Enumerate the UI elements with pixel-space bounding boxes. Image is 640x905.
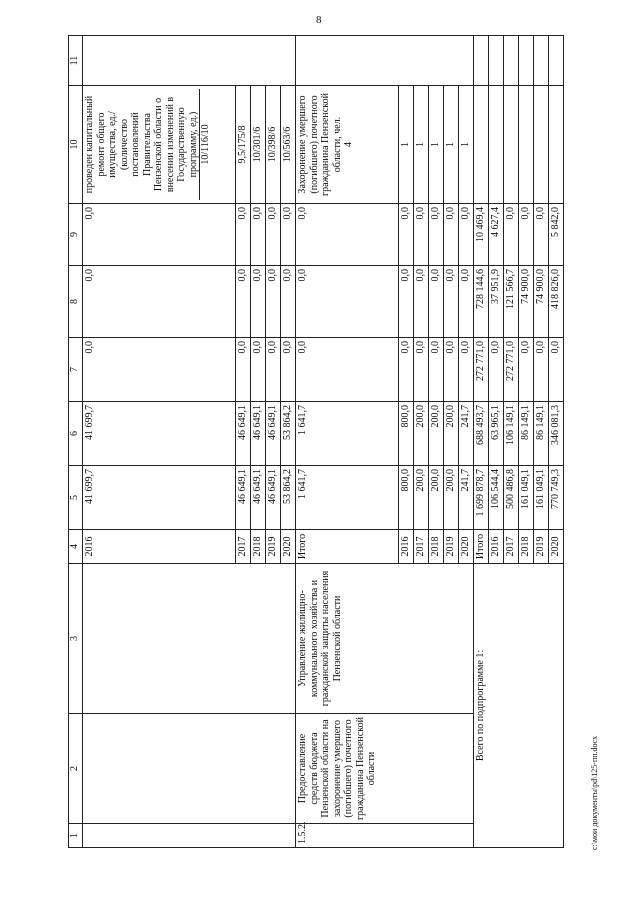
value-cell: 0,0 bbox=[429, 266, 444, 338]
value-cell: 200,0 bbox=[414, 466, 429, 530]
year-cell: 2018 bbox=[519, 530, 534, 564]
indicator-value: 10/116/10 bbox=[199, 89, 212, 200]
indicator-value: 4 bbox=[343, 142, 354, 147]
value-cell: 0,0 bbox=[519, 204, 534, 266]
table-row bbox=[474, 36, 489, 848]
value-cell: 0,0 bbox=[266, 204, 281, 266]
value-cell: 46 649,1 bbox=[266, 402, 281, 466]
column-number: 7 bbox=[69, 338, 83, 402]
value-cell: 200,0 bbox=[429, 466, 444, 530]
value-cell: 0,0 bbox=[83, 338, 236, 402]
year-cell: 2019 bbox=[534, 530, 549, 564]
indicator-value: 1 bbox=[399, 86, 414, 204]
value-cell: 106 544,4 bbox=[489, 466, 504, 530]
year-cell: 2020 bbox=[459, 530, 474, 564]
value-cell: 74 900,0 bbox=[519, 266, 534, 338]
indicator-text: Захоронение умершего (погибшего) почетного гражданина Пензенской области, чел. bbox=[297, 93, 343, 196]
value-cell: 418 826,0 bbox=[549, 266, 564, 338]
value-cell: 241,7 bbox=[459, 402, 474, 466]
value-cell: 800,0 bbox=[399, 466, 414, 530]
value-cell: 0,0 bbox=[399, 204, 414, 266]
empty-cell bbox=[296, 36, 474, 86]
empty-cell bbox=[504, 86, 519, 204]
rotated-table-area bbox=[68, 36, 561, 848]
value-cell: 688 493,7 bbox=[474, 402, 489, 466]
value-cell: 0,0 bbox=[399, 266, 414, 338]
value-cell: 272 771,0 bbox=[504, 338, 519, 402]
value-cell: 0,0 bbox=[266, 266, 281, 338]
empty-cell bbox=[534, 86, 549, 204]
value-cell: 0,0 bbox=[444, 338, 459, 402]
column-number-row bbox=[69, 36, 83, 848]
year-cell: 2017 bbox=[504, 530, 519, 564]
value-cell: 0,0 bbox=[281, 266, 296, 338]
value-cell: 0,0 bbox=[459, 338, 474, 402]
year-cell: 2018 bbox=[251, 530, 266, 564]
value-cell: 500 486,8 bbox=[504, 466, 519, 530]
value-cell: 728 144,6 bbox=[474, 266, 489, 338]
value-cell: 0,0 bbox=[429, 338, 444, 402]
empty-cell bbox=[504, 36, 519, 86]
indicator-cell bbox=[83, 86, 236, 204]
value-cell: 200,0 bbox=[444, 402, 459, 466]
value-cell: 86 149,1 bbox=[534, 402, 549, 466]
total-label: Всего по подпрограмме 1: bbox=[474, 564, 564, 848]
year-cell: 2016 bbox=[399, 530, 414, 564]
year-cell: 2017 bbox=[414, 530, 429, 564]
column-number: 8 bbox=[69, 266, 83, 338]
year-cell: 2019 bbox=[444, 530, 459, 564]
value-cell: 0,0 bbox=[251, 266, 266, 338]
indicator-value: 1 bbox=[459, 86, 474, 204]
indicator-text: проведен капитальный ремонт общего имущества, ед./ (количество постановлений Правительства Пензенской области о внесении изменений в Государственную программу, ед.) bbox=[84, 95, 199, 194]
value-cell: 0,0 bbox=[281, 338, 296, 402]
year-cell: 2019 bbox=[266, 530, 281, 564]
value-cell: 46 649,1 bbox=[251, 402, 266, 466]
empty-cell bbox=[83, 564, 296, 714]
empty-cell bbox=[519, 36, 534, 86]
value-cell: 121 566,7 bbox=[504, 266, 519, 338]
value-cell: 0,0 bbox=[489, 338, 504, 402]
value-cell: 770 749,3 bbox=[549, 466, 564, 530]
value-cell: 0,0 bbox=[83, 204, 236, 266]
value-cell: 86 149,1 bbox=[519, 402, 534, 466]
column-number: 9 bbox=[69, 204, 83, 266]
value-cell: 0,0 bbox=[534, 338, 549, 402]
value-cell: 53 864,2 bbox=[281, 402, 296, 466]
value-cell: 0,0 bbox=[504, 204, 519, 266]
indicator-value: 1 bbox=[444, 86, 459, 204]
page-number: 8 bbox=[316, 14, 322, 26]
value-cell: 1 641,7 bbox=[296, 466, 399, 530]
value-cell: 0,0 bbox=[236, 338, 251, 402]
value-cell: 0,0 bbox=[459, 204, 474, 266]
value-cell: 37 951,9 bbox=[489, 266, 504, 338]
column-number: 4 bbox=[69, 530, 83, 564]
empty-cell bbox=[83, 824, 296, 848]
value-cell: 0,0 bbox=[459, 266, 474, 338]
indicator-value: 1 bbox=[414, 86, 429, 204]
table-row bbox=[296, 36, 399, 848]
value-cell: 0,0 bbox=[296, 204, 399, 266]
column-number: 10 bbox=[69, 86, 83, 204]
value-cell: 63 965,1 bbox=[489, 402, 504, 466]
value-cell: 272 771,0 bbox=[474, 338, 489, 402]
value-cell: 0,0 bbox=[549, 338, 564, 402]
value-cell: 5 842,0 bbox=[549, 204, 564, 266]
empty-cell bbox=[474, 86, 489, 204]
value-cell: 0,0 bbox=[444, 204, 459, 266]
value-cell: 1 641,7 bbox=[296, 402, 399, 466]
column-number: 3 bbox=[69, 564, 83, 714]
column-number: 2 bbox=[69, 714, 83, 824]
value-cell: 0,0 bbox=[414, 266, 429, 338]
value-cell: 0,0 bbox=[251, 338, 266, 402]
column-number: 1 bbox=[69, 824, 83, 848]
item-executor: Управление жилищно-коммунального хозяйства и гражданской защиты населения Пензенской области bbox=[296, 564, 474, 714]
empty-cell bbox=[83, 36, 296, 86]
item-number: 1.5.2. bbox=[296, 824, 474, 848]
table-row bbox=[83, 36, 236, 848]
empty-cell bbox=[489, 36, 504, 86]
indicator-value: 10/563/6 bbox=[281, 86, 296, 204]
program-table bbox=[68, 35, 564, 848]
value-cell: 4 627,4 bbox=[489, 204, 504, 266]
value-cell: 346 081,3 bbox=[549, 402, 564, 466]
value-cell: 10 469,4 bbox=[474, 204, 489, 266]
column-number: 11 bbox=[69, 36, 83, 86]
value-cell: 46 649,1 bbox=[236, 466, 251, 530]
value-cell: 46 649,1 bbox=[236, 402, 251, 466]
value-cell: 0,0 bbox=[281, 204, 296, 266]
value-cell: 200,0 bbox=[444, 466, 459, 530]
empty-cell bbox=[519, 86, 534, 204]
value-cell: 41 699,7 bbox=[83, 466, 236, 530]
indicator-value: 1 bbox=[429, 86, 444, 204]
value-cell: 53 864,2 bbox=[281, 466, 296, 530]
value-cell: 0,0 bbox=[296, 266, 399, 338]
indicator-cell bbox=[296, 86, 399, 204]
indicator-value: 9,5/175/8 bbox=[236, 86, 251, 204]
item-name: Предоставление средств бюджета Пензенской области на захоронение умершего (погибшего) почетного гражданина Пензенской области bbox=[296, 714, 474, 824]
value-cell: 41 699,7 bbox=[83, 402, 236, 466]
value-cell: 106 149,1 bbox=[504, 402, 519, 466]
year-cell: 2020 bbox=[549, 530, 564, 564]
value-cell: 46 649,1 bbox=[251, 466, 266, 530]
value-cell: 800,0 bbox=[399, 402, 414, 466]
value-cell: 0,0 bbox=[429, 204, 444, 266]
empty-cell bbox=[549, 86, 564, 204]
empty-cell bbox=[549, 36, 564, 86]
year-cell: 2017 bbox=[236, 530, 251, 564]
value-cell: 0,0 bbox=[444, 266, 459, 338]
indicator-value: 10/398/6 bbox=[266, 86, 281, 204]
empty-cell bbox=[534, 36, 549, 86]
year-cell: Итого bbox=[474, 530, 489, 564]
value-cell: 0,0 bbox=[266, 338, 281, 402]
value-cell: 0,0 bbox=[414, 338, 429, 402]
value-cell: 74 900,0 bbox=[534, 266, 549, 338]
value-cell: 46 649,1 bbox=[266, 466, 281, 530]
value-cell: 241,7 bbox=[459, 466, 474, 530]
year-cell: 2016 bbox=[489, 530, 504, 564]
value-cell: 0,0 bbox=[414, 204, 429, 266]
value-cell: 0,0 bbox=[236, 266, 251, 338]
value-cell: 0,0 bbox=[399, 338, 414, 402]
empty-cell bbox=[83, 714, 296, 824]
value-cell: 0,0 bbox=[534, 204, 549, 266]
value-cell: 0,0 bbox=[519, 338, 534, 402]
value-cell: 161 049,1 bbox=[534, 466, 549, 530]
value-cell: 1 699 878,7 bbox=[474, 466, 489, 530]
value-cell: 0,0 bbox=[296, 338, 399, 402]
value-cell: 200,0 bbox=[429, 402, 444, 466]
year-cell: Итого bbox=[296, 530, 399, 564]
column-number: 5 bbox=[69, 466, 83, 530]
year-cell: 2020 bbox=[281, 530, 296, 564]
value-cell: 0,0 bbox=[251, 204, 266, 266]
value-cell: 0,0 bbox=[83, 266, 236, 338]
value-cell: 161 049,1 bbox=[519, 466, 534, 530]
footer-file-path: c:\мои документы\pd\125-пп.docx bbox=[590, 735, 599, 850]
empty-cell bbox=[489, 86, 504, 204]
empty-cell bbox=[474, 36, 489, 86]
value-cell: 0,0 bbox=[236, 204, 251, 266]
year-cell: 2016 bbox=[83, 530, 236, 564]
year-cell: 2018 bbox=[429, 530, 444, 564]
value-cell: 200,0 bbox=[414, 402, 429, 466]
column-number: 6 bbox=[69, 402, 83, 466]
indicator-value: 10/301/6 bbox=[251, 86, 266, 204]
